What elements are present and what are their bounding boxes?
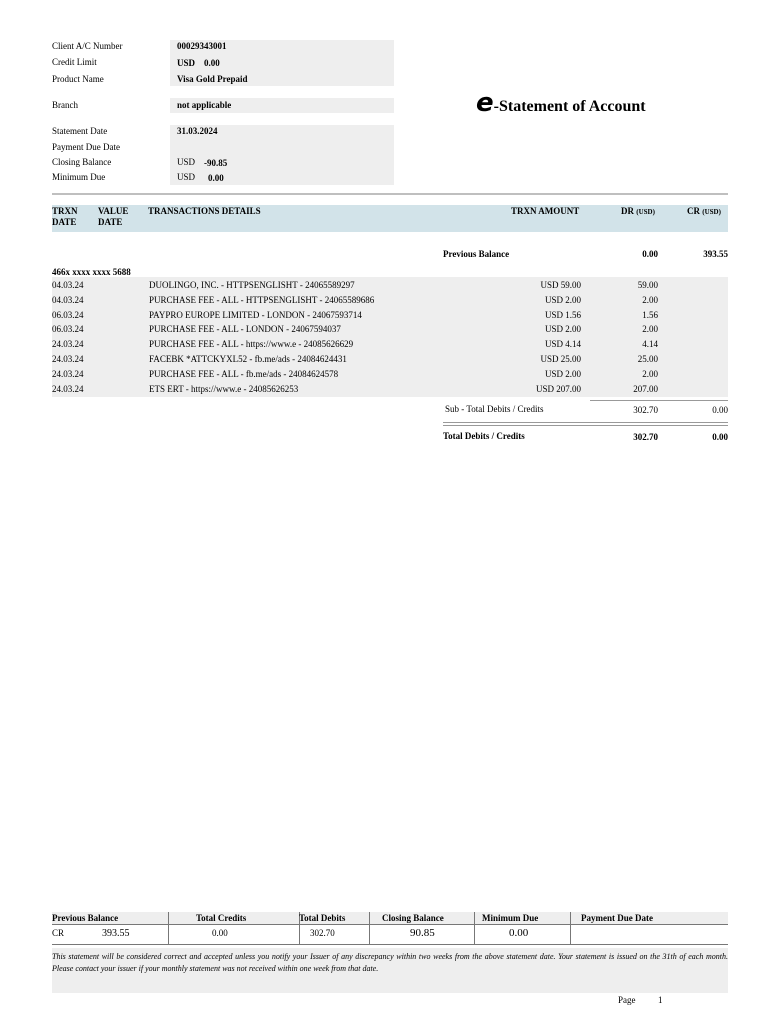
summary-minimum-due: 0.00: [509, 927, 529, 939]
transaction-row: [52, 322, 728, 337]
header-trxn-date-line2: DATE: [52, 217, 77, 227]
header-cr-label: CR: [687, 206, 700, 216]
branch-value: not applicable: [177, 100, 232, 110]
title-text: -Statement of Account: [493, 98, 646, 115]
transaction-details: DUOLINGO, INC. - HTTPSENGLISHT - 24065589297: [149, 280, 355, 290]
summary-total-debits: 302.70: [310, 928, 335, 938]
summary-total-credits: 0.00: [212, 928, 228, 938]
product-name-label: Product Name: [52, 74, 104, 84]
transaction-date: 04.03.24: [52, 280, 84, 290]
header-cr-unit: (USD): [702, 208, 721, 216]
header-dr-label: DR: [621, 206, 634, 216]
page-number: 1: [658, 995, 663, 1005]
total-dr: 302.70: [633, 432, 658, 442]
minimum-due-value: 0.00: [208, 173, 224, 183]
branch-label: Branch: [52, 100, 78, 110]
transaction-dr: 25.00: [637, 354, 658, 364]
transaction-dr: 2.00: [642, 324, 658, 335]
transaction-date: 24.03.24: [52, 354, 84, 364]
summary-divider: [369, 912, 370, 945]
header-trxn-date: [52, 206, 78, 228]
title-e-letter: e: [476, 88, 494, 118]
total-cr: 0.00: [712, 432, 728, 442]
closing-balance-value: -90.85: [204, 158, 228, 168]
closing-balance-currency: USD: [177, 157, 196, 167]
previous-balance-dr: 0.00: [642, 249, 658, 259]
subtotal-cr: 0.00: [712, 405, 728, 415]
transaction-amount: USD 2.00: [544, 294, 581, 305]
transaction-row: [52, 278, 728, 293]
header-amount: TRXN AMOUNT: [511, 206, 580, 216]
subtotal-label: Sub - Total Debits / Credits: [445, 404, 544, 414]
summary-prev-flag: CR: [52, 928, 65, 938]
transaction-date: 24.03.24: [52, 368, 84, 379]
transaction-date: 06.03.24: [52, 309, 84, 320]
subtotal-divider: [590, 400, 728, 401]
total-divider-1: [443, 422, 728, 423]
header-dr: [621, 206, 655, 218]
transaction-amount: USD 2.00: [544, 368, 581, 379]
previous-balance-cr: 393.55: [703, 249, 728, 259]
client-ac-value: 00029343001: [177, 41, 227, 51]
transaction-amount: USD 2.00: [544, 324, 581, 335]
transaction-amount: USD 207.00: [535, 383, 581, 394]
summary-table: [52, 912, 728, 945]
summary-divider: [168, 912, 169, 945]
summary-header-previous-balance: Previous Balance: [52, 913, 119, 923]
transaction-date: 24.03.24: [52, 339, 84, 350]
subtotal-dr: 302.70: [633, 405, 658, 415]
page-label: Page: [618, 995, 636, 1005]
summary-header-minimum-due: Minimum Due: [482, 913, 539, 923]
summary-header-closing-balance: Closing Balance: [382, 913, 444, 923]
transaction-amount: USD 25.00: [540, 354, 581, 364]
credit-limit-value: 0.00: [204, 58, 220, 68]
transaction-amount: USD 4.14: [544, 339, 581, 350]
transaction-row: [52, 352, 728, 367]
total-label: Total Debits / Credits: [443, 431, 525, 441]
transaction-row: [52, 382, 728, 397]
statement-date-value: 31.03.2024: [177, 126, 218, 136]
transaction-row: [52, 337, 728, 352]
summary-divider: [570, 912, 571, 945]
transaction-details: PURCHASE FEE - ALL - https://www.e - 24085626629: [149, 339, 354, 350]
transaction-details: PURCHASE FEE - ALL - HTTPSENGLISHT - 24065589686: [149, 294, 375, 305]
summary-header-total-credits: Total Credits: [196, 913, 247, 923]
transaction-row: [52, 367, 728, 382]
statement-title: [476, 88, 646, 118]
summary-header-payment-due-date: Payment Due Date: [581, 913, 653, 923]
minimum-due-currency: USD: [177, 172, 196, 182]
credit-limit-label: Credit Limit: [52, 57, 97, 67]
client-ac-label: Client A/C Number: [52, 41, 123, 51]
transaction-details: ETS ERT - https://www.e - 24085626253: [149, 383, 299, 394]
transaction-amount: USD 59.00: [540, 280, 581, 290]
summary-closing-balance: 90.85: [410, 927, 435, 939]
transaction-dr: 2.00: [642, 294, 658, 305]
header-cr: [687, 206, 721, 218]
header-value-date-line1: VALUE: [98, 206, 129, 216]
transaction-dr: 4.14: [642, 339, 658, 350]
credit-limit-currency: USD: [177, 58, 196, 68]
transaction-dr: 2.00: [642, 368, 658, 379]
statement-date-label: Statement Date: [52, 126, 108, 136]
transaction-date: 06.03.24: [52, 324, 84, 335]
transaction-dr: 1.56: [642, 309, 658, 320]
header-details: TRANSACTIONS DETAILS: [148, 206, 261, 216]
minimum-due-label: Minimum Due: [52, 172, 106, 182]
transaction-details: PAYPRO EUROPE LIMITED - LONDON - 24067593714: [149, 309, 362, 320]
transaction-details: PURCHASE FEE - ALL - LONDON - 24067594037: [149, 324, 341, 335]
payment-due-label: Payment Due Date: [52, 142, 120, 152]
disclaimer-text: This statement will be considered correct and accepted unless you notify your Issuer of any discrepancy within two weeks from the above statement date. Your statement is issued on the 31th of each month. Please contact your issuer if your monthly statement was not received within one week from that date.: [52, 952, 728, 973]
header-value-date-line2: DATE: [98, 217, 123, 227]
header-value-date: [98, 206, 128, 228]
summary-header-total-debits: Total Debits: [299, 913, 346, 923]
closing-balance-label: Closing Balance: [52, 157, 112, 167]
total-divider-2: [443, 425, 728, 426]
product-name-value: Visa Gold Prepaid: [177, 74, 248, 84]
header-divider: [52, 193, 728, 195]
previous-balance-label: Previous Balance: [443, 249, 510, 259]
card-number: 466x xxxx xxxx 5688: [52, 267, 131, 277]
transaction-row: [52, 293, 728, 308]
transaction-dr: 59.00: [637, 280, 658, 290]
transaction-row: [52, 308, 728, 323]
summary-prev-value: 393.55: [102, 928, 130, 939]
summary-divider: [474, 912, 475, 945]
transaction-details: PURCHASE FEE - ALL - fb.me/ads - 24084624578: [149, 368, 339, 379]
transaction-dr: 207.00: [633, 383, 658, 394]
transaction-details: FACEBK *ATTCKYXL52 - fb.me/ads - 24084624431: [149, 354, 347, 364]
disclaimer-box: [52, 948, 728, 993]
transaction-date: 24.03.24: [52, 383, 84, 394]
header-trxn-date-line1: TRXN: [52, 206, 78, 216]
transaction-amount: USD 1.56: [544, 309, 581, 320]
transaction-date: 04.03.24: [52, 294, 84, 305]
summary-bottom-line: [52, 944, 728, 945]
transactions-table-header: [52, 205, 728, 232]
header-dr-unit: (USD): [636, 208, 655, 216]
